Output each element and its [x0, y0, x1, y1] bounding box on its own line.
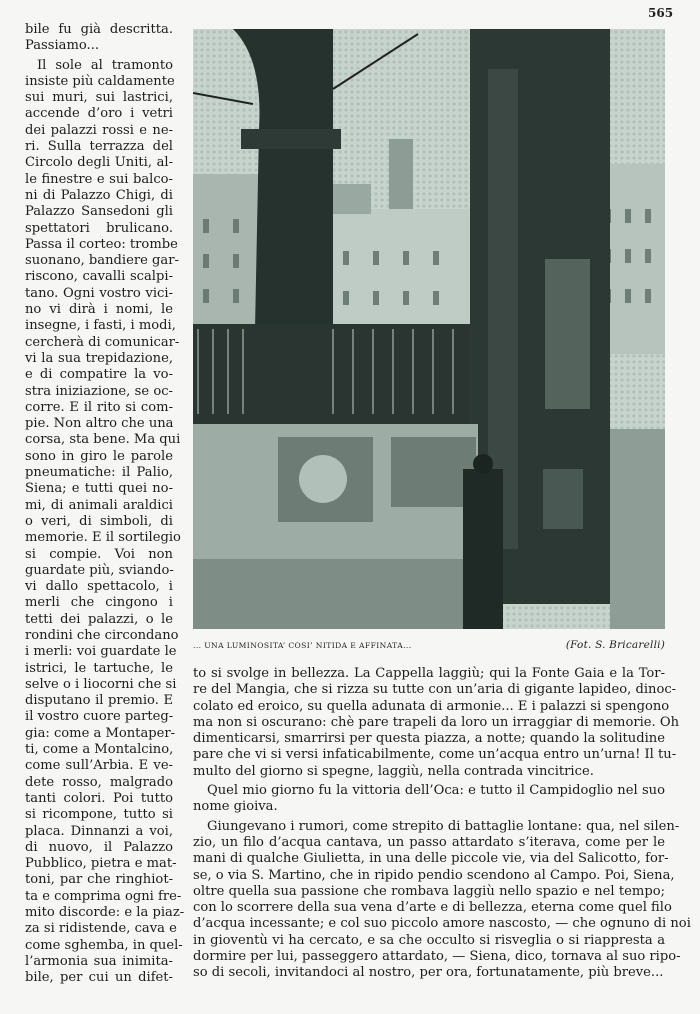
text-line: ri. Sulla terrazza del [25, 139, 173, 155]
text-line: so di secoli, invitandoci al nostro, per ora, fortunatamente, più breve... [193, 965, 664, 981]
text-line: dormire per lui, passeggero attardato, — Siena, dico, tornava al suo ripo- [193, 949, 681, 965]
text-line: vi la sua trepidazione, [25, 350, 173, 366]
text-line: to si svolge in bellezza. La Cappella laggiù; qui la Fonte Gaia e la Tor- [193, 666, 665, 681]
text-line: d’acqua incessante; e col suo piccolo amore nascosto, — che ognuno di noi [193, 916, 691, 932]
text-line: si ricompone, tutto si [25, 807, 173, 823]
text-line: toni, par che ringhiot- [25, 872, 173, 888]
text-line: corre. E il rito si com- [25, 399, 173, 415]
right-paragraph [193, 783, 665, 816]
text-line: Quel mio giorno fu la vittoria dell’Oca: e tutto il Campidoglio nel suo [207, 783, 665, 799]
text-line: dete rosso, malgrado [25, 774, 173, 790]
text-line: come sghemba, in quel- [25, 937, 183, 953]
text-line: oltre quella sua passione che rombava laggiù nello spazio e nel tempo; [193, 883, 665, 899]
text-line: selve o i liocorni che si [25, 676, 177, 692]
bottom-text-block [193, 666, 691, 982]
text-line: e di compatire la vo- [25, 367, 173, 383]
text-line: pneumatiche: il Palio, [25, 465, 173, 481]
text-line: Passa il corteo: trombe [25, 236, 178, 252]
text-line: ma non si oscurano: chè pare trapeli da loro un irraggiar di memorie. Oh [193, 714, 680, 730]
text-line: guardate più, sviando- [25, 562, 174, 578]
text-line: re del Mangia, che si rizza su tutte con un’aria di gigante lapideo, dinoc- [193, 682, 677, 698]
left-text-column [25, 22, 185, 987]
right-paragraph [193, 666, 680, 780]
photo-iron-railing [193, 324, 470, 424]
text-line: le finestre e sui balco- [25, 171, 173, 187]
text-line: zio, un filo d’acqua cantava, un passo attardato s’iterava, come per le [193, 834, 665, 850]
text-line: mito discorde: e la piaz- [25, 905, 185, 921]
text-line: bile fu già descritta. [25, 22, 173, 37]
text-line: Siena; e tutti quei no- [25, 481, 173, 497]
text-line: vi dallo spettacolo, i [25, 579, 173, 595]
text-line: Palazzo Sansedoni gli [25, 204, 173, 220]
text-line: nome gioiva. [193, 799, 278, 815]
text-line: i merli: voi guardate le [25, 644, 177, 660]
text-line: riscono, cavalli scalpi- [25, 269, 173, 285]
text-line: accende d’oro i vetri [25, 106, 173, 122]
text-line: Passiamo... [25, 38, 100, 54]
text-line: in gioventù vi ha cercato, e sa che occulto si risveglia o si riappresta a [193, 932, 665, 948]
text-line: dei palazzi rossi e ne- [25, 122, 173, 138]
text-line: o veri, di simboli, di [25, 513, 173, 529]
text-line: spettatori brulicano. [25, 220, 173, 236]
text-line: multo del giorno si spegne, laggiù, nella contrada vincitrice. [193, 763, 594, 779]
text-line: insiste più caldamente [25, 73, 175, 89]
text-line: disputano il premio. E [25, 693, 173, 709]
photo-man-figure [463, 469, 503, 629]
text-line: Il sole al tramonto [37, 57, 173, 73]
text-line: corsa, sta bene. Ma qui [25, 432, 181, 448]
left-paragraph [25, 22, 173, 55]
text-line: tetti dei palazzi, o le [25, 611, 173, 627]
text-line: ti, come a Montalcino, [25, 742, 174, 758]
text-line: gia: come a Montaper- [25, 725, 176, 741]
text-line: istrici, le tartuche, le [25, 660, 173, 676]
text-line: ni di Palazzo Chigi, di [25, 187, 173, 203]
text-line: pie. Non altro che una [25, 416, 174, 432]
text-line: stra iniziazione, se oc- [25, 383, 173, 399]
text-line: si compie. Voi non [25, 546, 173, 562]
text-line: tano. Ogni vostro vici- [25, 285, 173, 301]
photo-statue-niche [545, 259, 590, 409]
text-line: di nuovo, il Palazzo [25, 839, 173, 855]
text-line: bile, per cui un difet- [25, 970, 173, 986]
photo-building-center [325, 209, 470, 334]
page-number: 565 [648, 6, 674, 20]
text-line: se, o via S. Martino, che in ripido pendio scendono al Campo. Poi, Siena, [193, 867, 675, 883]
text-line: come sull’Arbia. E ve- [25, 758, 173, 774]
photograph-loggia-siena [193, 29, 665, 629]
photo-duomo-tower [389, 139, 413, 209]
text-line: Pubblico, pietra e mat- [25, 856, 177, 872]
text-line: placa. Dinnanzi a voi, [25, 823, 173, 839]
text-line: colato ed eroico, su quella adunata di armonie... E i palazzi si spengono [193, 698, 670, 714]
text-line: dimenticarsi, smarrirsi per questa piazza, a notte; quando la solitudine [193, 731, 665, 747]
text-line: mi, di animali araldici [25, 497, 173, 513]
text-line: cercherà di comunicar- [25, 334, 180, 350]
photo-caption [193, 641, 665, 650]
photo-credit: (Fot. S. Bricarelli) [565, 639, 665, 651]
text-line: Giungevano i rumori, come strepito di battaglie lontane: qua, nel silen- [207, 818, 680, 834]
text-line: za si ridistende, cava e [25, 921, 177, 937]
photo-illustration [193, 29, 665, 629]
text-line: mani di qualche Giulietta, in una delle piccole vie, via del Salicotto, for- [193, 851, 669, 867]
left-paragraph [25, 57, 185, 987]
text-line: ta e comprima ogni fre- [25, 888, 182, 904]
text-line: memorie. E il sortilegio [25, 530, 181, 546]
text-line: no vi dirà i nomi, le [25, 302, 173, 318]
text-line: suonano, bandiere gar- [25, 253, 179, 269]
text-line: insegne, i fasti, i modi, [25, 318, 176, 334]
text-line: con lo scorrere della sua vena d’arte e di bellezza, eterna come quel filo [193, 900, 672, 916]
caption-text: ... UNA LUMINOSITA’ COSI’ NITIDA E AFFINATA... [193, 641, 412, 650]
text-line: merli che cingono i [25, 595, 173, 611]
text-line: sono in giro le parole [25, 448, 173, 464]
text-line: rondini che circondano [25, 627, 179, 643]
text-line: il vostro cuore parteg- [25, 709, 174, 725]
text-line: sui muri, sui lastrici, [25, 90, 173, 106]
text-line: tanti colori. Poi tutto [25, 790, 173, 806]
text-line: pare che vi si versi infaticabilmente, come un’acqua entro un’urna! Il tu- [193, 747, 677, 763]
right-paragraph [193, 818, 691, 982]
text-line: l’armonia sua inimita- [25, 953, 173, 969]
text-line: Circolo degli Uniti, al- [25, 155, 173, 171]
